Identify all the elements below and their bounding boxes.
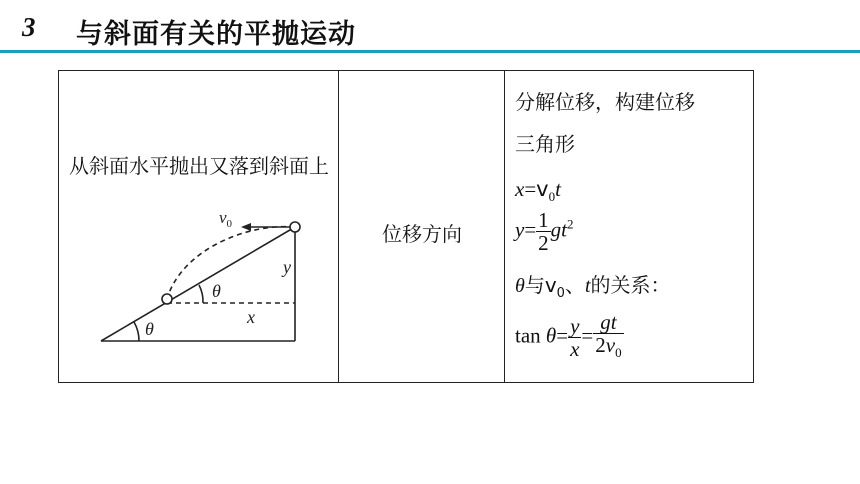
- table-cell-method: [505, 71, 753, 382]
- table-cell-scenario: [59, 71, 339, 382]
- page-title: 与斜面有关的平抛运动: [76, 19, 356, 50]
- title-underline: [0, 50, 860, 53]
- fraction-y-over-x: $\frac{y}{x}$: [570, 314, 580, 362]
- method-line-2: 三角形: [515, 132, 575, 156]
- method-line-1: 分解位移，构建位移: [515, 90, 695, 114]
- velocity-arrowhead: [241, 223, 251, 231]
- velocity-label: $v_0$: [219, 211, 233, 230]
- type-text: 位移方向: [382, 222, 462, 246]
- equation-x: $x=v_0t$: [515, 177, 561, 205]
- theta-arc-upper: [199, 285, 203, 303]
- table-cell-type: [339, 71, 505, 382]
- equation-tan: tan θ= $\frac{y}{x}$ = $\frac{gt}{2v_0}$: [515, 311, 624, 364]
- fraction-half: $\frac{1}{2}$: [538, 208, 549, 255]
- theta-upper-label: θ: [212, 281, 221, 301]
- summary-table: [58, 70, 754, 383]
- theta-lower-label: θ: [145, 319, 154, 339]
- title-bar: [0, 0, 860, 54]
- equation-y: y= $\frac{1}{2}$ $gt^2$: [515, 208, 574, 255]
- y-label: y: [283, 257, 291, 277]
- relation-line: θ与$v_0$、t的关系：: [515, 273, 671, 301]
- section-number: 3: [22, 12, 36, 42]
- incline-hypotenuse: [101, 227, 295, 341]
- projectile-start: [290, 222, 300, 232]
- theta-arc-lower: [134, 322, 139, 341]
- x-label: x: [247, 307, 255, 327]
- scenario-text: 从斜面水平抛出又落到斜面上: [69, 154, 329, 178]
- projectile-landing: [162, 294, 172, 304]
- fraction-gt-over-2v0: $\frac{gt}{2v_0}$: [595, 310, 622, 361]
- incline-diagram: [95, 211, 305, 351]
